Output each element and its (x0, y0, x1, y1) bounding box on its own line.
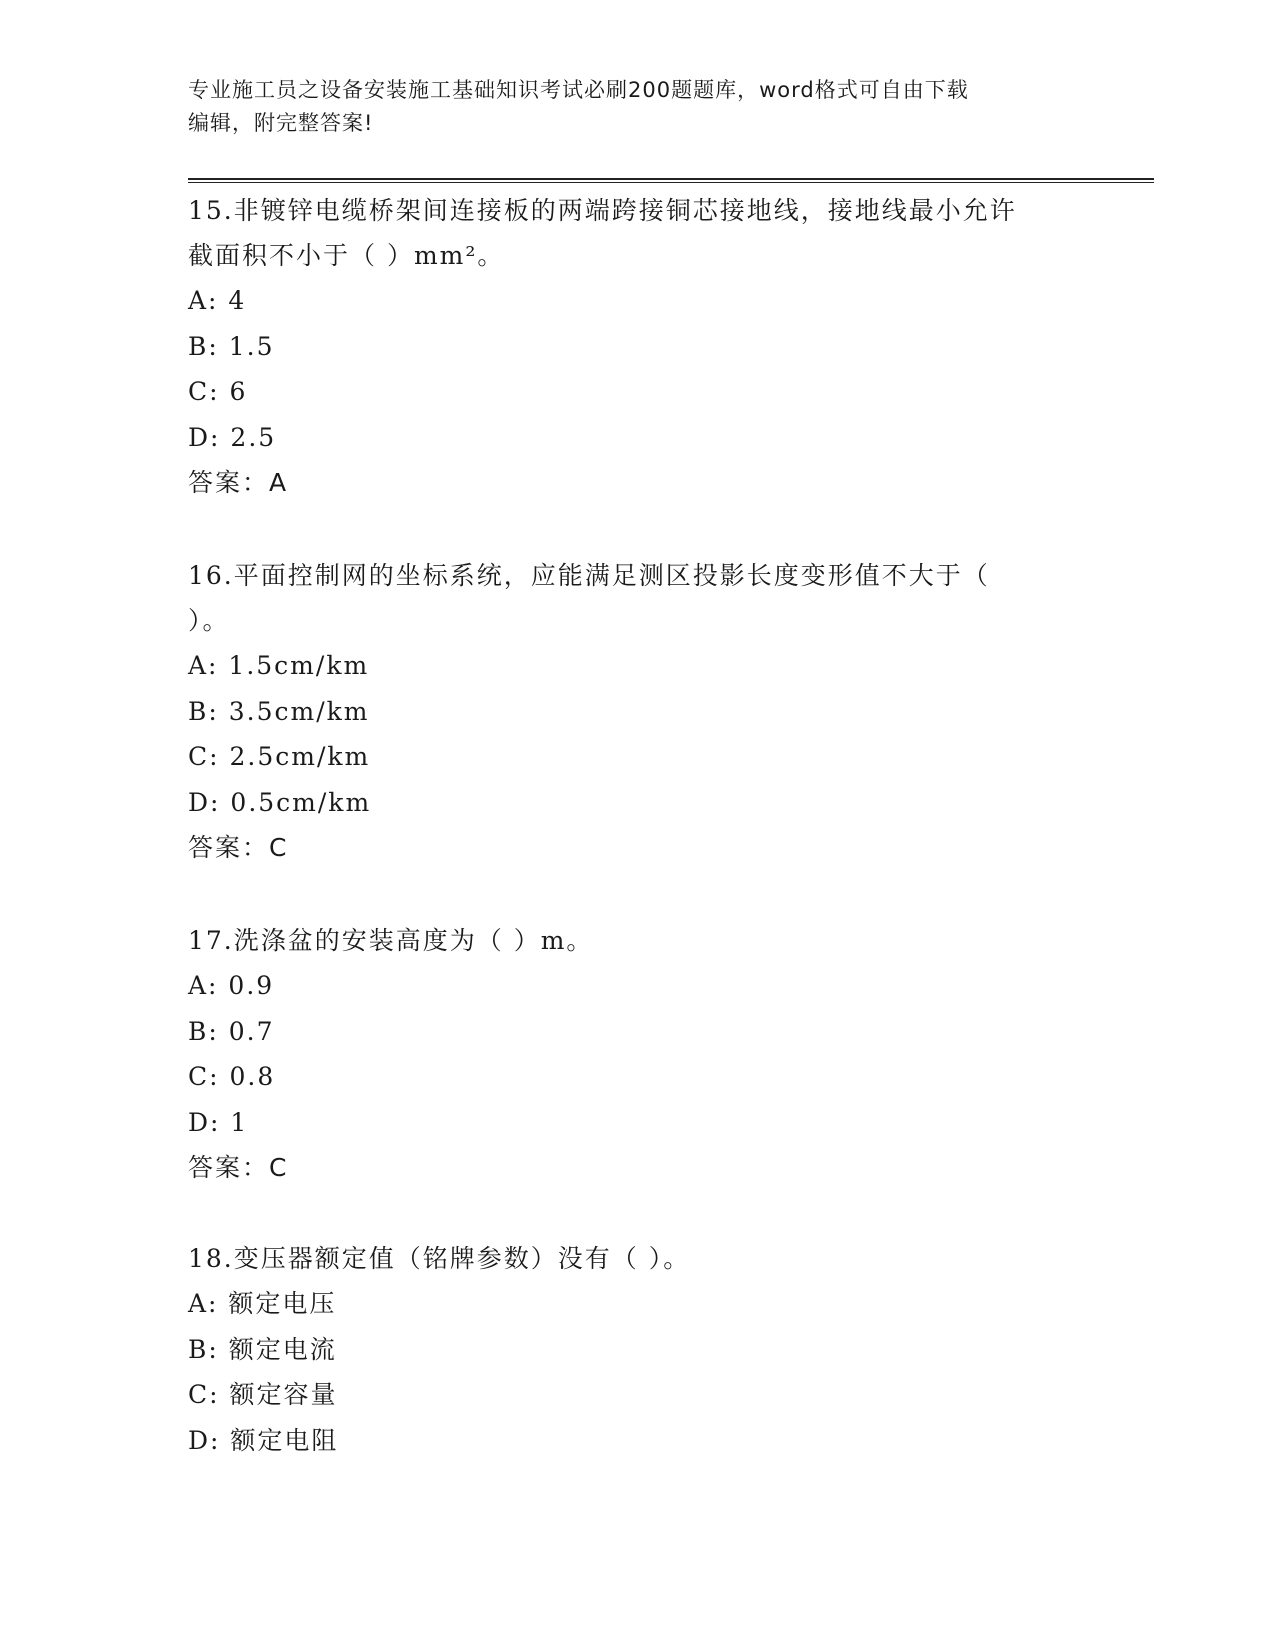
question-15 (188, 188, 1088, 505)
answer-line: 答案：A (188, 468, 289, 497)
option-d: D: 2.5 (188, 422, 277, 452)
option-b: B: 额定电流 (188, 1334, 337, 1364)
question-text-line-1: 15.非镀锌电缆桥架间连接板的两端跨接铜芯接地线，接地线最小允许 (188, 196, 1017, 225)
question-text-line-2: ）。 (188, 606, 230, 635)
question-text-line-1: 16.平面控制网的坐标系统，应能满足测区投影长度变形值不大于（ (188, 561, 990, 590)
option-b: B: 1.5 (188, 331, 275, 361)
option-d: D: 0.5cm/km (188, 787, 372, 817)
question-17 (188, 918, 1088, 1190)
document-header (188, 74, 1068, 140)
question-18 (188, 1236, 1088, 1463)
question-text-line-2: 截面积不小于（ ）mm²。 (188, 241, 505, 270)
option-c: C: 0.8 (188, 1062, 276, 1091)
header-line-2: 编辑，附完整答案! (188, 111, 374, 135)
question-text-line-1: 18.变压器额定值（铭牌参数）没有（ ）。 (188, 1244, 691, 1273)
option-c: C: 6 (188, 377, 248, 406)
option-a: A: 0.9 (188, 971, 275, 1000)
option-c: C: 2.5cm/km (188, 742, 371, 771)
answer-line: 答案：C (188, 833, 289, 862)
option-b: B: 3.5cm/km (188, 696, 370, 726)
question-16 (188, 553, 1088, 870)
option-a: A: 额定电压 (188, 1289, 337, 1318)
answer-line: 答案：C (188, 1153, 289, 1182)
header-divider-thin (188, 182, 1154, 183)
header-line-1: 专业施工员之设备安装施工基础知识考试必刷200题题库，word格式可自由下载 (188, 78, 969, 102)
option-a: A: 4 (188, 286, 247, 315)
question-text-line-1: 17.洗涤盆的安装高度为（ ）m。 (188, 926, 594, 955)
option-d: D: 1 (188, 1107, 249, 1137)
option-b: B: 0.7 (188, 1016, 275, 1046)
option-c: C: 额定容量 (188, 1380, 338, 1409)
option-d: D: 额定电阻 (188, 1425, 339, 1455)
option-a: A: 1.5cm/km (188, 651, 370, 680)
header-divider-thick (188, 178, 1154, 180)
